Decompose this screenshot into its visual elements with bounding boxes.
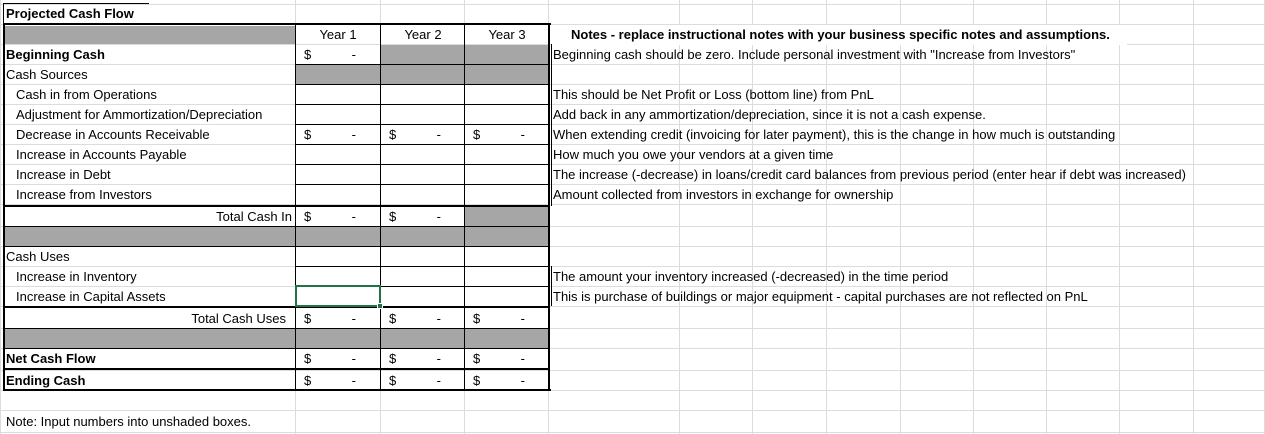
total-cash-in-label: Total Cash In [216, 209, 292, 224]
net-cash-flow-year-3[interactable] [465, 349, 549, 369]
cell-value: - [436, 351, 441, 366]
ending-cash-year-1[interactable] [296, 371, 380, 391]
row-label-increase-inventory: Increase in Inventory [16, 269, 137, 284]
ending-cash-year-2[interactable] [381, 371, 465, 391]
cash-sources-label: Cash Sources [6, 67, 88, 82]
total-cash-uses-year-2[interactable] [381, 309, 465, 329]
row-label-increase-debt: Increase in Debt [16, 167, 111, 182]
beginning-cash-label: Beginning Cash [6, 47, 105, 62]
row-label-increase-capital-assets: Increase in Capital Assets [16, 289, 166, 304]
total-cash-uses-year-1[interactable] [296, 309, 380, 329]
note-decrease-ar: When extending credit (invoicing for later payment), this is the change in how much is outstanding [553, 127, 1116, 142]
currency-symbol: $ [473, 127, 481, 142]
currency-symbol: $ [473, 373, 481, 388]
beginning-cash-year-1[interactable] [296, 45, 380, 65]
cell-value: - [436, 373, 441, 388]
currency-symbol: $ [389, 311, 397, 326]
note-beginning-cash: Beginning cash should be zero. Include personal investment with "Increase from Investors" [553, 47, 1076, 62]
fill-handle[interactable] [377, 303, 383, 309]
ending-cash-label: Ending Cash [6, 373, 86, 388]
net-cash-flow-year-1[interactable] [296, 349, 380, 369]
note-increase-capital-assets: This is purchase of buildings or major equipment - capital purchases are not reflected on PnL [553, 289, 1088, 304]
decrease-ar-year-2[interactable] [381, 125, 465, 145]
net-cash-flow-label: Net Cash Flow [6, 351, 96, 366]
cell-value: - [436, 209, 441, 224]
currency-symbol: $ [389, 351, 397, 366]
total-cash-in-year-1[interactable] [296, 207, 380, 227]
cell-value: - [520, 127, 525, 142]
active-cell-selection[interactable] [295, 285, 381, 307]
total-cash-in-year-2[interactable] [381, 207, 465, 227]
currency-symbol: $ [389, 127, 397, 142]
cell-value: - [351, 351, 356, 366]
currency-symbol: $ [473, 351, 481, 366]
currency-symbol: $ [389, 209, 397, 224]
header-year-2: Year 2 [404, 27, 442, 42]
decrease-ar-year-1[interactable] [296, 125, 380, 145]
note-cash-in-operations: This should be Net Profit or Loss (bottom line) from PnL [553, 87, 874, 102]
decrease-ar-year-3[interactable] [465, 125, 549, 145]
row-label-increase-ap: Increase in Accounts Payable [16, 147, 187, 162]
total-cash-uses-label: Total Cash Uses [191, 311, 286, 326]
note-increase-inventory: The amount your inventory increased (-decreased) in the time period [553, 269, 949, 284]
cash-uses-label: Cash Uses [6, 249, 70, 264]
cell-value: - [520, 373, 525, 388]
total-cash-uses-year-3[interactable] [465, 309, 549, 329]
currency-symbol: $ [304, 209, 312, 224]
currency-symbol: $ [304, 373, 312, 388]
note-increase-ap: How much you owe your vendors at a given time [553, 147, 834, 162]
currency-symbol: $ [304, 47, 312, 62]
notes-header: Notes - replace instructional notes with your business specific notes and assumptions. [571, 27, 1110, 42]
currency-symbol: $ [389, 373, 397, 388]
currency-symbol: $ [304, 127, 312, 142]
cell-value: - [351, 127, 356, 142]
cell-value: - [351, 47, 356, 62]
cell-value: - [520, 351, 525, 366]
header-year-1: Year 1 [319, 27, 357, 42]
cell-value: - [436, 311, 441, 326]
row-label-decrease-ar: Decrease in Accounts Receivable [16, 127, 210, 142]
row-label-cash-in-operations: Cash in from Operations [16, 87, 157, 102]
sheet-title: Projected Cash Flow [6, 6, 134, 21]
cell-value: - [436, 127, 441, 142]
footer-note: Note: Input numbers into unshaded boxes. [6, 414, 251, 429]
note-adjustment-amortization: Add back in any ammortization/depreciation, since it is not a cash expense. [553, 107, 986, 122]
cell-value: - [351, 373, 356, 388]
cell-value: - [351, 311, 356, 326]
header-year-3: Year 3 [488, 27, 526, 42]
currency-symbol: $ [473, 311, 481, 326]
ending-cash-year-3[interactable] [465, 371, 549, 391]
net-cash-flow-year-2[interactable] [381, 349, 465, 369]
currency-symbol: $ [304, 351, 312, 366]
cell-value: - [520, 311, 525, 326]
cell-value: - [351, 209, 356, 224]
row-label-increase-investors: Increase from Investors [16, 187, 152, 202]
note-increase-investors: Amount collected from investors in exchange for ownership [553, 187, 894, 202]
note-increase-debt: The increase (-decrease) in loans/credit card balances from previous period (enter hear if debt was increased) [553, 167, 1186, 182]
row-label-adjustment-amortization: Adjustment for Ammortization/Depreciation [16, 107, 263, 122]
currency-symbol: $ [304, 311, 312, 326]
